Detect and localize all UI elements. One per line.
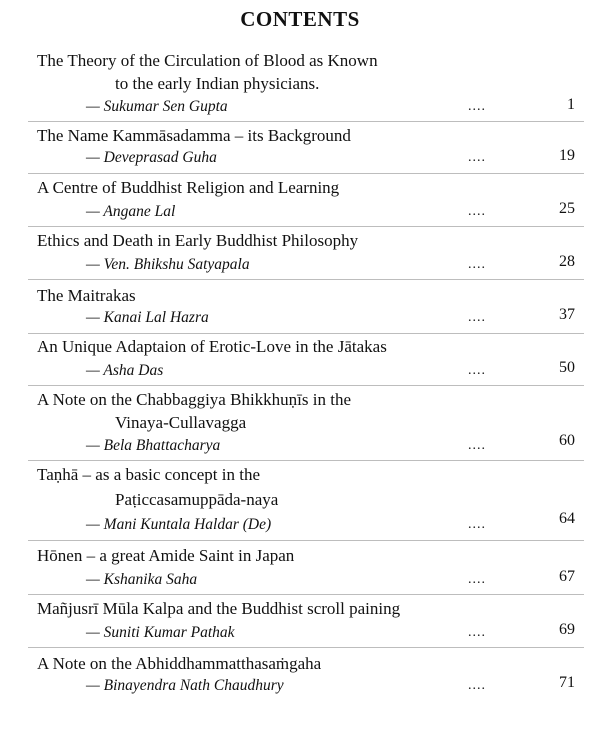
divider: [28, 173, 584, 174]
entry-title-line: Mañjusrī Mūla Kalpa and the Buddhist scroll paining: [37, 599, 401, 618]
entry-title-line: The Theory of the Circulation of Blood as Known: [37, 51, 378, 70]
entry-author: — Kshanika Saha: [86, 571, 198, 588]
divider: [28, 540, 584, 541]
divider: [28, 460, 584, 461]
entry-page-number: 19: [559, 147, 575, 164]
leader-dots: ....: [468, 572, 486, 587]
leader-dots: ....: [468, 257, 486, 272]
entry-title-line: A Note on the Abhiddhammatthasaṁgaha: [37, 654, 322, 673]
divider: [28, 226, 584, 227]
entry-title-line: A Note on the Chabbaggiya Bhikkhuṇīs in the: [37, 390, 351, 409]
entry-author: — Binayendra Nath Chaudhury: [86, 677, 284, 694]
entry-page-number: 64: [559, 510, 575, 527]
leader-dots: ....: [468, 150, 486, 165]
entry-page-number: 1: [567, 96, 575, 113]
entry-title-line: Hōnen – a great Amide Saint in Japan: [37, 546, 295, 565]
entry-page-number: 69: [559, 621, 575, 638]
leader-dots: ....: [468, 310, 486, 325]
entry-page-number: 60: [559, 432, 575, 449]
entry-title-line: Paṭiccasamuppāda-naya: [115, 490, 279, 509]
entry-title-line: The Maitrakas: [37, 286, 136, 305]
entry-author: — Angane Lal: [86, 203, 176, 220]
entry-author: — Asha Das: [86, 362, 164, 379]
leader-dots: ....: [468, 625, 486, 640]
entry-title-line: Vinaya-Cullavagga: [115, 413, 247, 432]
entry-page-number: 71: [559, 674, 575, 691]
entry-title-line: to the early Indian physicians.: [115, 74, 320, 93]
entry-author: — Bela Bhattacharya: [86, 437, 221, 454]
divider: [28, 333, 584, 334]
leader-dots: ....: [468, 99, 486, 114]
divider: [28, 279, 584, 280]
divider: [28, 385, 584, 386]
leader-dots: ....: [468, 204, 486, 219]
entry-author: — Sukumar Sen Gupta: [86, 98, 228, 115]
entry-author: — Kanai Lal Hazra: [86, 309, 209, 326]
entry-page-number: 67: [559, 568, 575, 585]
leader-dots: ....: [468, 363, 486, 378]
entry-title-line: Ethics and Death in Early Buddhist Philosophy: [37, 231, 359, 250]
leader-dots: ....: [468, 517, 486, 532]
leader-dots: ....: [468, 438, 486, 453]
entry-author: — Suniti Kumar Pathak: [86, 624, 235, 641]
entry-page-number: 25: [559, 200, 575, 217]
entry-title-line: An Unique Adaptaion of Erotic-Love in the Jātakas: [37, 337, 387, 356]
entry-author: — Ven. Bhikshu Satyapala: [86, 256, 250, 273]
divider: [28, 594, 584, 595]
entry-page-number: 50: [559, 359, 575, 376]
page-title: CONTENTS: [240, 7, 360, 31]
entry-page-number: 37: [559, 306, 575, 323]
entry-title-line: A Centre of Buddhist Religion and Learning: [37, 178, 340, 197]
entry-author: — Mani Kuntala Haldar (De): [86, 516, 272, 533]
entry-author: — Deveprasad Guha: [86, 149, 217, 166]
entry-title-line: Taṇhā – as a basic concept in the: [37, 465, 261, 484]
entry-title-line: The Name Kammāsadamma – its Background: [37, 126, 351, 145]
divider: [28, 647, 584, 648]
divider: [28, 121, 584, 122]
entry-page-number: 28: [559, 253, 575, 270]
leader-dots: ....: [468, 678, 486, 693]
